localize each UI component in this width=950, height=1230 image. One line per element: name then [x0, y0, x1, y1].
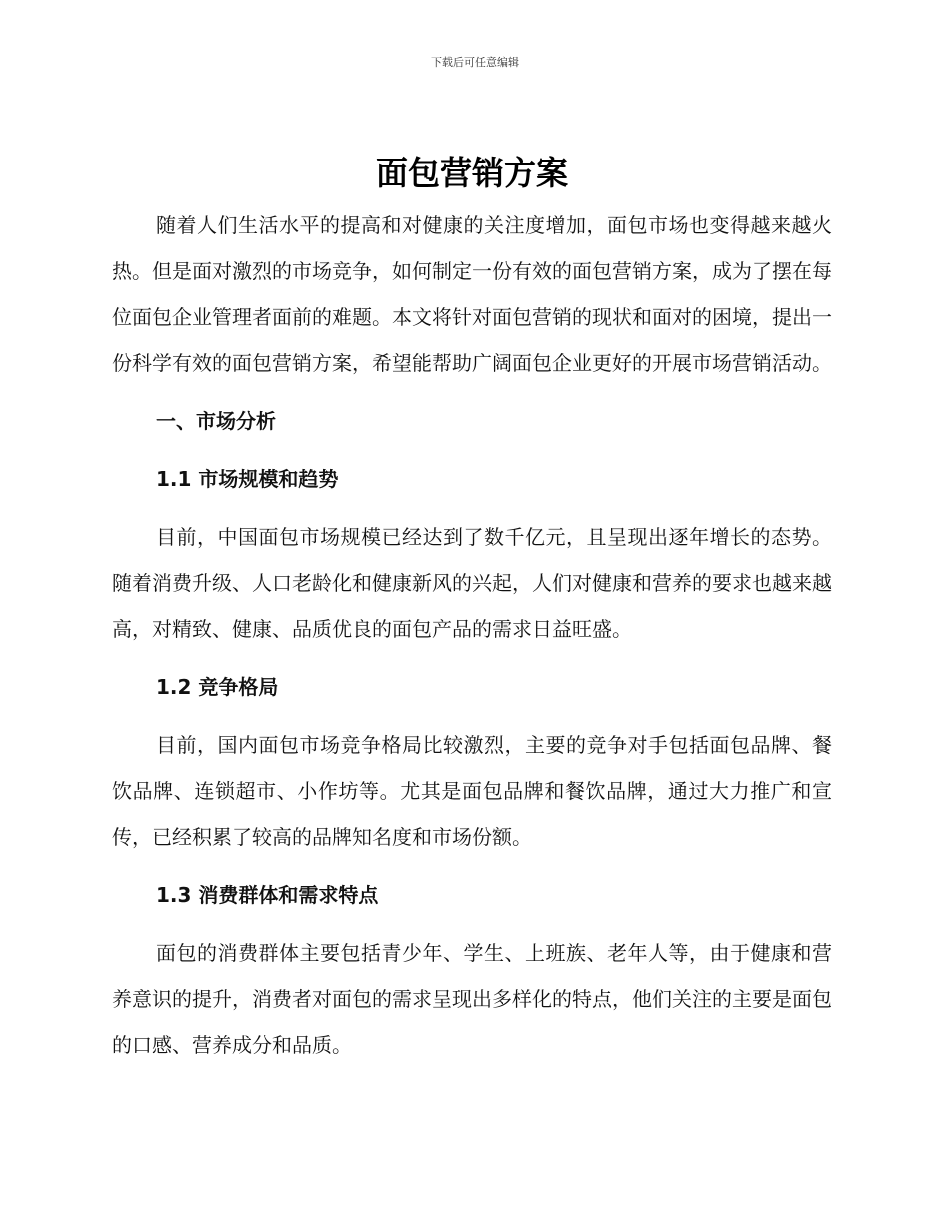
- document-body: [112, 150, 832, 1068]
- document-title: 面包营销方案: [375, 154, 568, 192]
- market-size-paragraph: 目前，中国面包市场规模已经达到了数千亿元，且呈现出逐年增长的态势。随着消费升级、人口老龄化和健康新风的兴起，人们对健康和营养的要求也越来越高，对精致、健康、品质优良的面包产品的需求日益旺盛。: [112, 525, 832, 641]
- subsection-heading-market-size: 1.1 市场规模和趋势: [156, 467, 339, 491]
- subsection-heading-consumers: 1.3 消费群体和需求特点: [156, 883, 379, 907]
- competition-paragraph: 目前，国内面包市场竞争格局比较激烈，主要的竞争对手包括面包品牌、餐饮品牌、连锁超市、小作坊等。尤其是面包品牌和餐饮品牌，通过大力推广和宣传，已经积累了较高的品牌知名度和市场份额。: [112, 733, 832, 849]
- consumers-paragraph: 面包的消费群体主要包括青少年、学生、上班族、老年人等，由于健康和营养意识的提升，消费者对面包的需求呈现出多样化的特点，他们关注的主要是面包的口感、营养成分和品质。: [112, 941, 832, 1057]
- intro-paragraph: 随着人们生活水平的提高和对健康的关注度增加，面包市场也变得越来越火热。但是面对激烈的市场竞争，如何制定一份有效的面包营销方案，成为了摆在每位面包企业管理者面前的难题。本文将针对面包营销的现状和面对的困境，提出一份科学有效的面包营销方案，希望能帮助广阔面包企业更好的开展市场营销活动。: [112, 213, 832, 375]
- page-header-note: 下载后可任意编辑: [431, 56, 519, 69]
- subsection-heading-competition: 1.2 竞争格局: [156, 675, 279, 699]
- section-heading-market-analysis: 一、市场分析: [156, 409, 276, 433]
